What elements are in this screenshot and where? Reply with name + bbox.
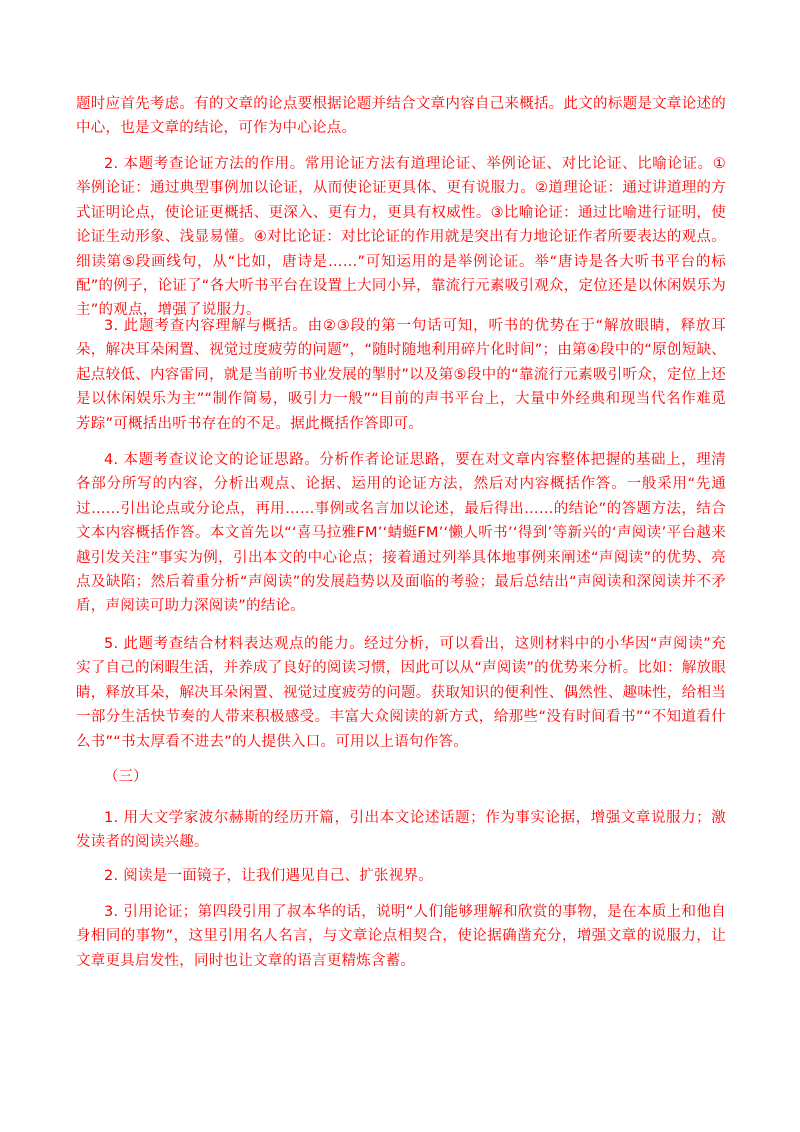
answer-paragraph-5: 5. 此题考查结合材料表达观点的能力。经过分析，可以看出，这则材料中的小华因“声阅读”充实了自己的闲暇生活，并养成了良好的阅读习惯，因此可以从“声阅读”的优势来分析。比如：解放眼睛，释放耳朵，解决耳朵闲置、视觉过度疲劳的问题。获取知识的便利性、偶然性、趣味性，给相当一部分生活快节奏的人带来积极感受。丰富大众阅读的新方式，给那些“没有时间看书”“不知道看什么书”“书太厚看不进去”的人提供入口。可用以上语句作答。	[76, 636, 726, 750]
answer-paragraph-s3-1: 1. 用大文学家波尔赫斯的经历开篇，引出本文论述话题；作为事实论据，增强文章说服力；激发读者的阅读兴趣。	[76, 810, 726, 851]
section-heading: （三）	[104, 769, 148, 785]
answer-paragraph-3: 3. 此题考查内容理解与概括。由②③段的第一句话可知，听书的优势在于“解放眼睛，释放耳朵，解决耳朵闲置、视觉过度疲劳的问题”，“随时随地利用碎片化时间”；由第④段中的“原创短缺、起点较低、内容雷同，就是当前听书业发展的掣肘”以及第⑤段中的“靠流行元素吸引听众，定位上还是以休闲娱乐为主”“制作简易，吸引力一般”“目前的声书平台上，大量中外经典和现当代名作难觅芳踪”可概括出听书存在的不足。据此概括作答即可。	[76, 318, 726, 432]
answer-paragraph-s3-2: 2. 阅读是一面镜子，让我们遇见自己、扩张视界。	[104, 868, 433, 884]
answer-paragraph-4: 4. 本题考查议论文的论证思路。分析作者论证思路，要在对文章内容整体把握的基础上，理清各部分所写的内容，分析出观点、论据、运用的论证方法，然后对内容概括作答。一般采用“先通过……引出论点或分论点，再用……事例或名言加以论述，最后得出……的结论”的答题方法，结合文本内容概括作答。本文首先以“‘喜马拉雅FM’‘蜻蜓FM’‘懒人听书’‘得到’等新兴的‘声阅读’平台越来越引发关注”事实为例，引出本文的中心论点；接着通过列举具体地事例来阐述“声阅读”的优势、亮点及缺陷；然后着重分析“声阅读”的发展趋势以及面临的考验；最后总结出“声阅读和深阅读并不矛盾，声阅读可助力深阅读”的结论。	[76, 452, 726, 615]
answer-paragraph-continuation: 题时应首先考虑。有的文章的论点要根据论题并结合文章内容自己来概括。此文的标题是文章论述的中心，也是文章的结论，可作为中心论点。	[76, 96, 726, 137]
answer-paragraph-s3-3: 3. 引用论证；第四段引用了叔本华的话，说明“人们能够理解和欣赏的事物，是在本质上和他自身相同的事物”，这里引用名人名言，与文章论点相契合，使论据确凿充分，增强文章的说服力，让文章更具启发性，同时也让文章的语言更精炼含蓄。	[76, 904, 726, 969]
answer-paragraph-2: 2. 本题考查论证方法的作用。常用论证方法有道理论证、举例论证、对比论证、比喻论证。①举例论证：通过典型事例加以论证，从而使论证更具体、更有说服力。②道理论证：通过讲道理的方式证明论点，使论证更概括、更深入、更有力，更具有权威性。③比喻论证：通过比喻进行证明，使论证生动形象、浅显易懂。④对比论证：对比论证的作用就是突出有力地论证作者所要表达的观点。细读第⑤段画线句，从“比如，唐诗是……”可知运用的是举例论证。举“唐诗是各大听书平台的标配”的例子，论证了“各大听书平台在设置上大同小异，靠流行元素吸引观众，定位还是以休闲娱乐为主”的观点，增强了说服力。	[76, 156, 726, 319]
